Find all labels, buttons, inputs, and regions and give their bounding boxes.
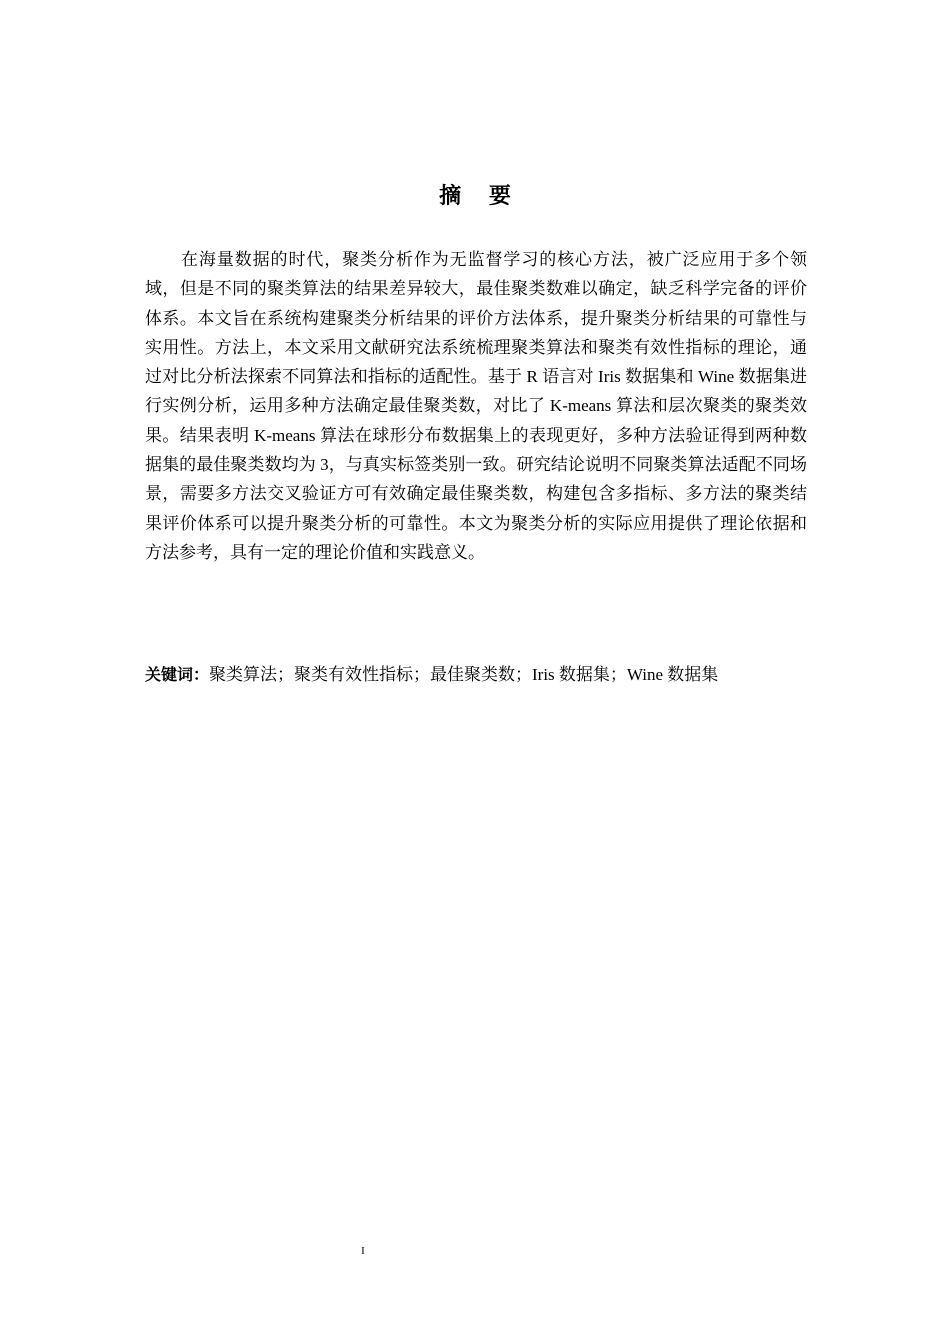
keywords-line [145, 660, 807, 689]
abstract-title: 摘 要 [439, 184, 521, 209]
keywords-text: 聚类算法；聚类有效性指标；最佳聚类数；Iris 数据集；Wine 数据集 [209, 665, 719, 684]
abstract-text: 在海量数据的时代，聚类分析作为无监督学习的核心方法，被广泛应用于多个领域，但是不同的聚类算法的结果差异较大，最佳聚类数难以确定，缺乏科学完备的评价体系。本文旨在系统构建聚类分析结果的评价方法体系，提升聚类分析结果的可靠性与实用性。方法上，本文采用文献研究法系统梳理聚类算法和聚类有效性指标的理论，通过对比分析法探索不同算法和指标的适配性。基于 R 语言对 Iris 数据集和 Wine 数据集进行实例分析，运用多种方法确定最佳聚类数，对比了 K-means 算法和层次聚类的聚类效果。结果表明 K-means 算法在球形分布数据集上的表现更好，多种方法验证得到两种数据集的最佳聚类数均为 3，与真实标签类别一致。研究结论说明不同聚类算法适配不同场景，需要多方法交叉验证方可有效确定最佳聚类数，构建包含多指标、多方法的聚类结果评价体系可以提升聚类分析的可靠性。本文为聚类分析的实际应用提供了理论依据和方法参考，具有一定的理论价值和实践意义。 [145, 250, 807, 562]
page-number: I [361, 1245, 365, 1257]
keywords-label: 关键词： [145, 665, 210, 684]
